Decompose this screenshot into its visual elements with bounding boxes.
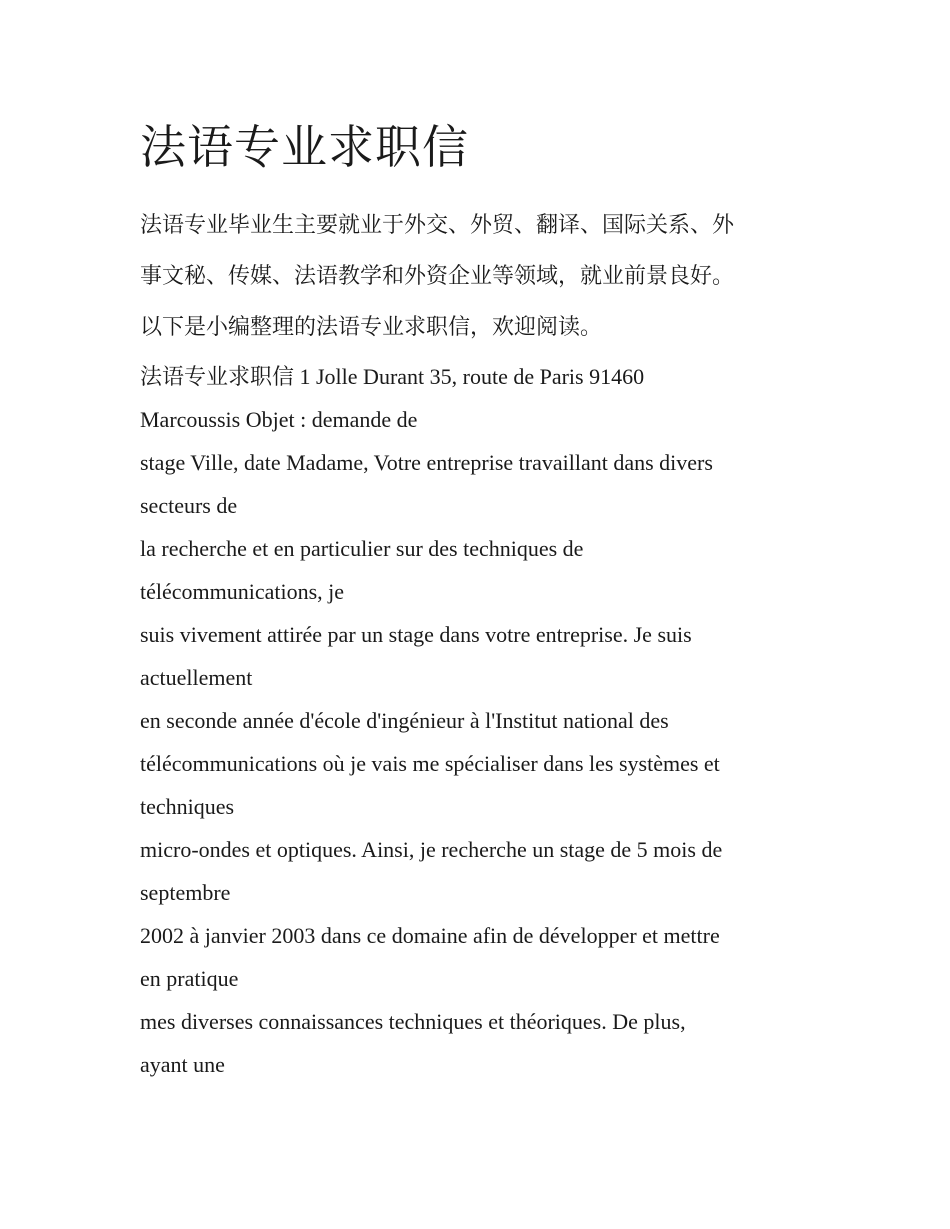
intro-line: 以下是小编整理的法语专业求职信，欢迎阅读。 bbox=[140, 315, 603, 340]
intro-paragraph bbox=[140, 200, 820, 353]
letter-line: la recherche et en particulier sur des techniques de bbox=[140, 536, 584, 561]
intro-line: 法语专业毕业生主要就业于外交、外贸、翻译、国际关系、外 bbox=[140, 213, 735, 238]
letter-line: 2002 à janvier 2003 dans ce domaine afin de développer et mettre bbox=[140, 923, 720, 948]
intro-line: 事文秘、传媒、法语教学和外资企业等领域，就业前景良好。 bbox=[140, 264, 735, 289]
letter-line: ayant une bbox=[140, 1052, 225, 1077]
letter-line: télécommunications, je bbox=[140, 579, 345, 604]
letter-line: septembre bbox=[140, 880, 231, 905]
letter-line: en seconde année d'école d'ingénieur à l'Institut national des bbox=[140, 708, 669, 733]
letter-line: techniques bbox=[140, 794, 235, 819]
letter-line: télécommunications où je vais me spécialiser dans les systèmes et bbox=[140, 751, 720, 776]
letter-line: actuellement bbox=[140, 665, 253, 690]
letter-line: micro-ondes et optiques. Ainsi, je recherche un stage de 5 mois de bbox=[140, 837, 723, 862]
letter-line: suis vivement attirée par un stage dans votre entreprise. Je suis bbox=[140, 622, 692, 647]
letter-line: stage Ville, date Madame, Votre entreprise travaillant dans divers bbox=[140, 450, 713, 475]
letter-line: Marcoussis Objet : demande de bbox=[140, 407, 418, 432]
document-title: 法语专业求职信 bbox=[140, 120, 469, 174]
document-page bbox=[140, 112, 820, 1086]
letter-line: mes diverses connaissances techniques et théoriques. De plus, bbox=[140, 1009, 686, 1034]
letter-body bbox=[140, 355, 820, 1086]
letter-line: 法语专业求职信 1 Jolle Durant 35, route de Paris 91460 bbox=[140, 364, 645, 389]
letter-line: en pratique bbox=[140, 966, 239, 991]
letter-line: secteurs de bbox=[140, 493, 238, 518]
